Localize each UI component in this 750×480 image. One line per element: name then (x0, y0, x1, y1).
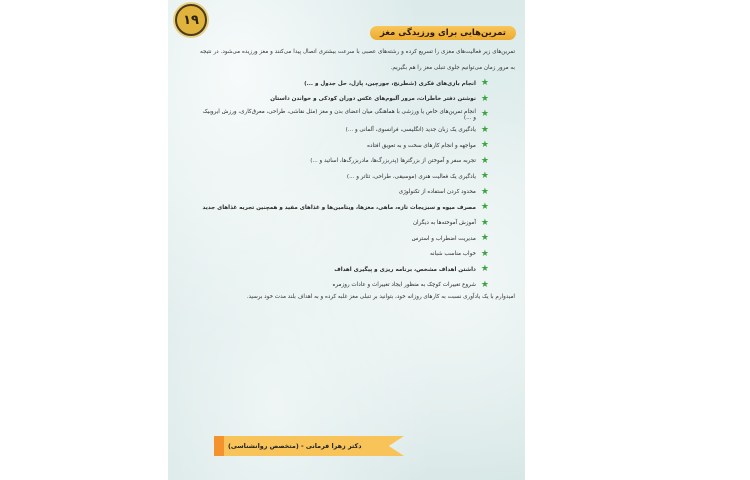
list-item: ★ شروع تغییرات کوچک به منظور ایجاد تغییرات و عادات روزمره (332, 279, 489, 290)
list-item: ★ تجربه سفر و آموختن از بزرگترها (پدربزرگ‌ها، مادربزرگ‌ها، اساتید و ...) (310, 155, 489, 166)
list-item: ★ یادگیری یک زبان جدید (انگلیسی، فرانسوی، آلمانی و ...) (345, 124, 489, 135)
document-page (168, 0, 525, 480)
star-icon: ★ (480, 264, 489, 275)
star-icon: ★ (480, 202, 489, 213)
list-item: ★ مواجهه و انجام کارهای سخت و به تعویق افتاده (367, 140, 489, 151)
list-item: ★ مدیریت اضطراب و استرس (411, 233, 489, 244)
star-icon: ★ (480, 248, 489, 259)
exercise-list (199, 76, 489, 293)
page-number: ۱۹ (183, 12, 199, 28)
star-icon: ★ (480, 233, 489, 244)
star-icon: ★ (480, 279, 489, 290)
list-item: ★ محدود کردن استفاده از تکنولوژی (398, 186, 489, 197)
star-icon: ★ (480, 140, 489, 151)
star-icon: ★ (480, 155, 489, 166)
intro-paragraph: تمرین‌های زیر فعالیت‌های مغزی را تسریع کرده و رشته‌های عصبی با سرعت بیشتری اتصال پیدا می‌کنند و مغز ورزیده می‌شود. در نتیجه به مرور زمان می‌توانیم جلوی تنبلی مغز را هم بگیریم. (200, 49, 515, 71)
star-icon: ★ (480, 217, 489, 228)
list-item: ★ نوشتن دفتر خاطرات، مرور آلبوم‌های عکس دوران کودکی و خواندن داستان (270, 93, 489, 104)
page-number-badge (175, 4, 207, 36)
star-icon: ★ (480, 109, 489, 120)
list-item: ★ داشتن اهداف مشخص، برنامه ریزی و پیگیری اهداف (334, 264, 489, 275)
star-icon: ★ (480, 186, 489, 197)
list-item: ★ آموزش آموخته‌ها به دیگران (412, 217, 489, 228)
ribbon-cap (214, 436, 224, 456)
list-item: ★ مصرف میوه و سبزیجات تازه، ماهی، مغزها، ویتامین‌ها و غذاهای مفید و همچنین تجربه غذاهای جدید (202, 202, 489, 213)
list-item: ★ یادگیری یک فعالیت هنری (موسیقی، طراحی، تئاتر و ...) (346, 171, 489, 182)
star-icon: ★ (480, 78, 489, 89)
list-item: ★ خواب مناسب شبانه (429, 248, 489, 259)
author-name: دکتر زهرا فرمانی - (متخصص روانشناسی) (228, 442, 362, 450)
list-item: ★ انجام بازی‌های فکری (شطرنج، جورچین، پازل، حل جدول و ...) (304, 78, 489, 89)
star-icon: ★ (480, 171, 489, 182)
section-title: تمرین‌هایی برای ورزیدگی مغز (370, 26, 516, 40)
list-item: ★ انجام تمرین‌های خاص یا ورزشی با هماهنگی میان اعضای بدن و مغز (مثل نقاشی، طراحی، معرق‌کاری، ورزش ایروبیک و ...) (202, 108, 489, 121)
star-icon: ★ (480, 124, 489, 135)
closing-paragraph: امیدوارم با یک یادآوری نسبت به کارهای روزانه خود، بتوانید بر تنبلی مغز غلبه کرده و به اهداف بلند مدت خود برسید. (246, 294, 515, 300)
star-icon: ★ (480, 93, 489, 104)
